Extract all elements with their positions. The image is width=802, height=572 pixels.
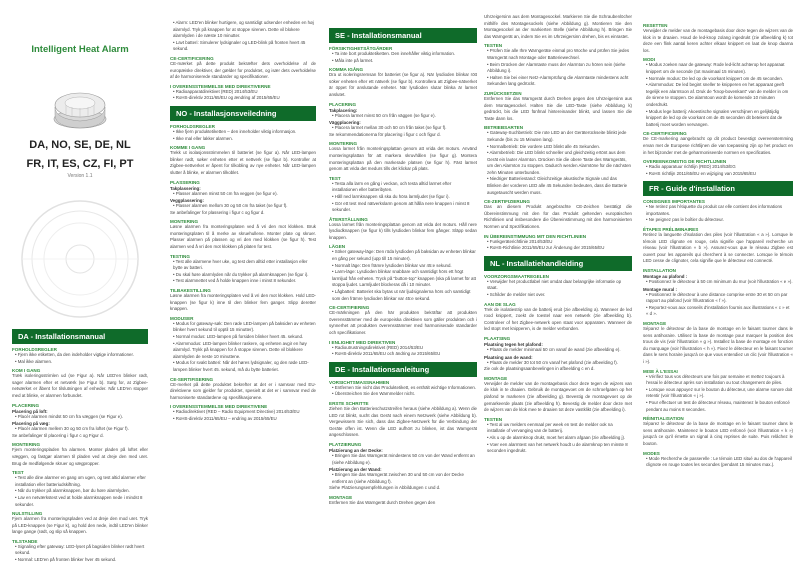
da-text: • Placér alarmen mindst 50 cm fra væggen (se Figur e). [15, 413, 123, 419]
fr-text: • Reportez-vous aux conseils d'installation fournis aux illustrations « c » et « d ». [646, 304, 790, 317]
fr-text: Retirez la languette d'isolation des piles (voir l'illustration « a »). Lorsque le témoin LED clignote en rouge, cela signifie que l'appareil recherche un réseau (voir l'illustration « b »). Assurez-vous que le réseau Zigbee est ouvert pour les appareils qui cherchent à se connecter. Lorsque le témoin LED cesse de clignoter, cela signifie que le détecteur est connecté. [643, 232, 793, 264]
da-text: • Placér alarmen mellem 30 og 50 cm fra loftet (se Figur f). [15, 426, 129, 432]
da-heading-ce: CE-CERTIFICERING [170, 55, 214, 61]
column-4 [484, 14, 632, 455]
se-text: CE-märkningen på den här produkten bekräftar att produkten överensstämmer med de europeiska direktiven som gäller produkten och i synnerhet att produkten överensstämmer med harmoniserade standarder och specifikationer. [329, 310, 477, 335]
no-text: Se anbefalinger for plassering i figur c og figur d. [170, 209, 265, 215]
fr-text: • Pour effectuer un test de détecteur réseau, maintenez le bouton enfoncé pendant au moins 8 secondes. [646, 399, 790, 412]
se-text: • Lågbatteri: Batteriet ska bytas ut när ljudsignalerna hörs och samtidigt som den främre lysdioden blinkar var 45:e sekund. [332, 289, 471, 301]
no-text: • Plasser alarmen minst 50 cm fra veggen (se figur e). [173, 190, 278, 196]
de-heading: ERSTE SCHRITTE [329, 400, 369, 406]
se-text: • Radioutrustningsdirektivet (RED) 2014/53/EU [332, 344, 424, 350]
da-heading-precautions: FORHOLDSREGLER [12, 347, 57, 352]
version-label: Version 1.1 [67, 173, 93, 179]
se-subheading: Takplacering: [329, 107, 358, 113]
no-heading: TILBAKESTILLING [170, 288, 211, 294]
se-heading: PLACERING [329, 101, 357, 107]
no-text: Trekk ut isolasjonsstrimmelen til batteriet (se figur a). Når LED-lampen blinker rødt, søker enheten etter et nettverk (se figur b). Kontroller at Zigbee-nettverket er åpent for tilkobling av nye enheter. Når LED-lampen slutter å blinke, er alarmen tilkoblet. [170, 150, 316, 175]
da-text: • Test alle dine alarmer en gang om ugen, og test altid alarmer efter installation eller batteriudskiftning. [15, 475, 146, 487]
de-subheading: Platzierung an der Wand: [329, 467, 382, 473]
languages-line-2: FR, IT, ES, CZ, FI, PT [26, 158, 134, 170]
nl-heading: VOORZORGSMAATREGELEN [484, 273, 549, 279]
nl-text: • Voer een alarmtest van het netwerk houdt u de alarmknop ten minste 8 seconden ingedrukt. [487, 441, 628, 454]
de-text: • Halten Sie bei einer Netz-Alarmprüfung die Alarmtaste mindestens acht Sekunden lang gedrückt. [487, 74, 629, 87]
no-text: • Radiodirektivet (RED – Radio Equipment Directive) 2014/53/EU [173, 409, 300, 415]
no-heading: FORHOLDSREGLER [170, 123, 215, 129]
nl-text: • Verwijder het productlabel niet omdat daar belangrijke informatie op staat. [487, 278, 622, 291]
se-heading: LÄGEN [329, 244, 346, 250]
fr-heading: RÉINITIALISATION [643, 416, 684, 422]
fr-text: • Positionnez le détecteur à 50 cm minimum du mur (voir l'illustration « e »). [646, 279, 793, 285]
de-heading: ZURÜCKSETZEN [484, 90, 522, 96]
no-subheading: Takplassering: [170, 185, 201, 191]
de-text: • Überstreichen Sie den Warnmelder nicht. [332, 391, 415, 397]
no-text: • RoHS-direktiv 2011/65/EU – endring av 2015/65/EU [173, 415, 277, 421]
de-text: Uhrzeigersinn aus dem Montagesockel. Markieren Sie die Schraubenlöcher mithilfe des Montagesockels (siehe Abbildung g). Montieren Sie den Montagesockel an der markierten Stelle (siehe Abbildung h). Bringen Sie das Warngerät an, indem Sie es im Uhrzeigersinn drehen, bis es einrastet. [484, 14, 632, 39]
de-text: • Bringen Sie das Warngerät zwischen 30 und 50 cm von der Decke entfernt an (siehe Abbildung f). [332, 472, 464, 484]
de-text: • Niedriger Batteriestand: Gleichzeitige akustische Signale und das Blinken der vorderen LED alle 45 Sekunden bedeuten, dass die Batterie ausgetauscht werden muss. [487, 176, 628, 195]
no-heading: I OVERENSSTEMMELSE MED DIREKTIVENE [170, 404, 268, 410]
alarm-wireframe-icon [12, 193, 148, 325]
se-text: Dra ut isoleringsremsan för batteriet (se figur a). När lysdioden blinkar rött söker enheten efter ett nätverk (se figur b). Kontrollera att Zigbee-nätverket är öppet för anslutande enheter. När lysdioden slutar blinka är larmet anslutet. [329, 72, 477, 97]
da-heading-placement: PLACERING [12, 402, 40, 408]
da-text: • Lav en netværkstest ved at holde alarmknappen nede i mindst 8 sekunder. [15, 494, 143, 507]
de-text: Siehe Platzierungsempfehlungen in Abbildungen c und d. [329, 485, 441, 491]
da-text: Se anbefalinger til placering i figur c og Figur d. [12, 432, 104, 438]
nl-text: Zie ook de plaatsingsaanbevelingen in afbeelding c en d. [484, 366, 595, 372]
fr-heading: CONSIGNES IMPORTANTES [643, 199, 705, 205]
no-section-banner: NO - Installasjonsveiledning [170, 106, 316, 121]
languages-line-1: DA, NO, SE, DE, NL [29, 139, 131, 151]
da-text: CE-mærket på dette produkt bekræfter dets overholdelse af de europæiske direktiver, der gælder for produktet, og især dets overholdelse af de harmoniserede standarder og specifikationer. [170, 60, 316, 80]
de-text: Entfernen Sie das Warngerät durch Drehen gegen den Uhrzeigersinn aus dem Montagesockel. Halten Sie die LED-Taste (siehe Abbildung k) gedrückt, bis die LED fünfmal hintereinander blinkt, und lassen Sie die Taste dann los. [484, 95, 632, 121]
se-section-banner: SE - Installationsmanual [329, 28, 477, 43]
no-heading: PLASSERING [170, 179, 200, 185]
da-subheading: Placering på væg: [12, 421, 50, 427]
nl-text: • Plaats de melder 30 tot 50 cm vanaf het plafond (zie afbeelding f). [487, 359, 618, 365]
se-text: Lossa larmet från monteringsplattan genom att vrida det moturs. Använd monteringsplattan för att markera skruvhålen (se figur g). Montera monteringsplattan på den markerade platsen (se figur h). Fäst larmet genom att vrida det medurs tills det klickar på plats. [329, 146, 477, 172]
no-text: Løsne alarmen fra monteringsplaten ved å vri den mot klokken. Bruk monteringsplaten til å merke av skruehullene. Monter plate og skruer. Plasser alarmen på plassen og vri den med klokken (se figur h). Test alarmen ved å vri den mot klokken på platen for test. [170, 224, 316, 250]
fr-section-banner: FR - Guide d'installation [643, 181, 793, 196]
nl-heading: OVEREENKOMSTIG DE RICHTLIJNEN [643, 159, 727, 165]
da-text: • Fjern ikke etiketten, da den indeholder vigtige informationer. [15, 352, 134, 357]
de-text: • Bringen Sie das Warngerät mindestens 50 cm von der Wand entfernt an (siehe Abbildung e). [332, 452, 475, 465]
fr-text: • Positionnez le détecteur à une distance comprise entre 30 et 50 cm par rapport au plafond (voir l'illustration « f »). [646, 291, 788, 304]
da-text: • Når du trykker på alarmknappen, bør du høre alarmlyden. [15, 488, 130, 494]
se-heading: ÅTERSTÄLLNING [329, 216, 368, 222]
fr-heading: MODES [643, 450, 660, 456]
nl-text: • RoHS richtlijn 2011/65/EU en wijziging van 2015/65/EU [646, 170, 757, 176]
fr-text: • Mode Recherche de passerelle : Le témoin LED situé au dos de l'appareil clignote en rouge toutes les secondes (pendant 15 minutes max.). [646, 455, 792, 468]
da-heading-test: TEST [12, 470, 24, 476]
de-text: Ziehen Sie den Batterieschutzstreifen heraus (siehe Abbildung a). Wenn die LED rot blinkt, sucht das Gerät nach einem Netzwerk (siehe Abbildung b). Vergewissern Sie sich, dass das Zigbee-Netzwerk für die Verbindung der Geräte offen ist. Wenn die LED aufhört zu blinken, ist das Warngerät angeschlossen. [329, 405, 477, 438]
da-text: Fjern alarmen fra monteringspladen ved at dreje den mod uret. Tryk på LED-knappen (se Figur k), og hold den nede, indtil LED'en blinker lange gange (rødt, og slip så knappen. [12, 516, 148, 535]
de-heading: CE-ZERTIFIZIERUNG [484, 199, 530, 205]
da-text: • RoHS-direktiv 2011/65/EU og ændring af 2015/65/EU [173, 95, 280, 101]
da-heading-reset: NULSTILLING [12, 511, 43, 517]
de-heading: MONTAGE [329, 494, 353, 500]
nl-text: • Modus lege batterij: Akoestische signalen verschijnen en gelijktijdig knippert de led op de voorkant om de 45 seconden dit betekent dat de batterij moet worden vervangen. [646, 108, 783, 127]
se-subheading: Väggplacering: [329, 120, 361, 126]
da-heading-directives: I OVERENSSTEMMELSE MED DIREKTIVERNE [170, 83, 271, 89]
no-heading: MODUSER [170, 315, 194, 321]
da-heading-modes: TILSTANDE [12, 538, 38, 544]
nl-text: • Modus zoeken naar de gateway: Rode led-licht achterop het apparaat knippert om de seconde (tot maximaal 15 minuten). [646, 62, 785, 74]
heat-alarm-device-icon [52, 85, 108, 131]
se-text: • Håll ned larmknappen så ska du höra larmljudet (se figur i). [332, 193, 450, 199]
no-text: • Normal modus: LED-lampen på forsiden blinker hvert 45. sekund. [173, 334, 304, 339]
nl-text: De CE-markering aangebracht op dit product bevestigt overeenstemming ervan met de Europese richtlijnen die van toepassing zijn op het product en in het bijzonder met de geharmoniseerde normen en specificaties. [643, 136, 793, 155]
fr-heading: INSTALLATION [643, 268, 677, 274]
nl-heading: RESETTEN [643, 23, 668, 28]
column-3 [329, 24, 477, 507]
no-heading: MONTERING [170, 219, 199, 225]
no-text: • Test alarmnettet ved å holde knappen inne i minst 8 sekunder. [173, 278, 297, 284]
se-text: • Måla inte på larmet. [332, 57, 374, 63]
da-section-banner: DA - Installationsmanual [12, 329, 148, 344]
nl-heading: PLAATSING [484, 335, 511, 341]
se-text: • Larm-läge: Lysdioden blinkar snabbare och samtidigt hörs ett högt larmljud från enheten. Tryck på "button-top" knappen (ska på larmet för att stoppa ljudet. Larmljudet blockeras då i 10 minuter. [332, 269, 476, 288]
se-text: • Söker gateway-läge: Den röda lysdioden på baksidan av enheten blinkar en gång per sekund (upp till 15 minuter). [332, 249, 476, 262]
no-text: • Modus for gateway-søk: Den røde LED-lampen på baksiden av enheten blinker hvert sekund til opptil 15 minutter). [173, 320, 316, 333]
se-heading: I ENLIGHET MED DIREKTIVEN [329, 339, 396, 345]
se-text: • Gör ett test med nätverkslarm genom att hålla nere knappen i minst 8 sekunder. [332, 200, 470, 213]
fr-subheading: Montage au plafond : [643, 274, 688, 280]
nl-text: • Radio apparatuur richtlijn (RED) 2014/53/EG [646, 164, 736, 170]
no-text: • Modus for svakt batteri: Når det høres lydsignaler, og den røde LED-lampen blinker hvert 45. sekund, må du bytte batteriet. [173, 360, 309, 372]
se-text: Lossa larmet från monteringsplattan genom att vrida det moturs. Håll nere lysdiodknappen (se figur k) tills lysdioden blinkar fem gånger. Släpp sedan knappen. [329, 221, 477, 240]
de-heading: VORSICHTSMASSNAHMEN [329, 379, 390, 385]
nl-section-banner: NL - Installatiehandleiding [484, 256, 632, 271]
nl-text: • Als u op de alarmknop drukt, moet het alarm afgaan (zie afbeelding j). [487, 434, 626, 440]
nl-heading: AAN DE SLAG [484, 301, 516, 307]
de-text: • Entfernen Sie nicht das Produktetikett, es enthält wichtige Informationen. [332, 384, 477, 390]
se-heading: TEST [329, 175, 341, 181]
da-text: • Lavt batteri: Simulerer lydsignaler og LED-blink på fronten hvert 45 sekund. [173, 39, 306, 52]
fr-text: • Lorsque vous appuyez sur le bouton du détecteur, une alarme sonore doit retentir (voir l'illustration « j »). [646, 386, 793, 399]
nl-text: Verwijder de melder van de montagebasis door deze tegen de wijzers van de klok in te draaien. Gebruik de montagevoet om de schroefgaten op het plafond te markeren (zie afbeelding g). Bevestig de montagevoet op de gemarkeerde plaats (zie afbeelding h). Bevestig de melder door deze met de wijzers van de klok mee te draaien tot deze vastklikt (zie afbeelding i). [484, 380, 632, 413]
fr-text: Séparez le détecteur de la base de montage en le faisant tourner dans le sens antihoraire. Maintenez le bouton LED enfoncé (voir l'illustration « k ») jusqu'à ce qu'il émette un signal à cinq reprises de suite. Puis relâchez le bouton. [643, 421, 793, 446]
no-heading: TESTING [170, 253, 190, 259]
se-heading: KOMMA IGÅNG [329, 67, 364, 73]
da-text: Fjern monteringspladen fra alarmen. Monter pladen på loftet eller væggen, og fastgør alarmen til pladen ved at dreje den med uret. Brug de medfølgende skruer og vægpropper. [12, 447, 148, 466]
se-text: • Ta inte bort produktetiketten. Den innehåller viktig information. [332, 51, 455, 56]
de-text: • RoHS-Richtlinie 2011/65/EU zur Änderung der 2015/65/EU [487, 245, 605, 251]
nl-heading: TESTEN [484, 416, 503, 422]
fr-subheading: Montage mural : [643, 286, 677, 292]
no-text: CE-merket på dette produktet bekrefter at det er i samsvar med EU-direktivene som gjelder for produktet, spesielt at det er i samsvar med de harmoniserte standardene og spesifikasjonene. [170, 381, 316, 400]
da-text: • Normal: LED'en på fronten blinker hver 45 sekund. [15, 557, 117, 563]
da-text: • Alarm: LED'en blinker hurtigere, og samtidigt udsender enheden en høj alarmlyd. Tryk på knappen for at stoppe sirenen. Dette vil blokere alarmlyden i de næste 10 minutter. [173, 20, 314, 39]
nl-subheading: Plaatsing tegen het plafond: [484, 341, 543, 347]
no-text: • Plasser alarmen mellom 30 og 50 cm fra taket (se figur f). [173, 203, 288, 209]
nl-subheading: Plaatsing aan de wand: [484, 354, 533, 360]
de-subheading: Platzierung an der Decke: [329, 447, 383, 453]
de-heading: TESTEN [484, 43, 503, 49]
se-heading: CE-CERTIFIERING [329, 305, 370, 311]
da-text: • Mal ikke alarmen. [15, 358, 53, 364]
de-text: • Funkgeräterichtlinie 2014/53/EU [487, 238, 553, 244]
nl-text: • Normale modus: De led op de voorkant knippert om de 45 seconden. [646, 75, 783, 81]
no-heading: CE-SERTIFISERING [170, 376, 214, 382]
no-heading: KOMME I GANG [170, 145, 206, 151]
no-text: • Alarmmodus: LED-lampen blinker raskere, og enheten avgir en høy alarmlyd. Trykk på knappen for å stoppe sirenen. Dette vil blokkere alarmlyden de neste 10 minuttene. [173, 340, 307, 359]
no-text: • Test alle alarmene hver uke, og test dem alltid etter installasjon eller bytte av batteri. [173, 258, 308, 271]
de-text: • Gateway-Suchbetrieb: Die rote LED an der Geräterückseite blinkt jede Sekunde (bis zu 15 Minuten lang). [487, 130, 627, 142]
nl-heading: MODI [643, 57, 655, 63]
fr-text: • Ne retirez pas l'étiquette du produit car elle contient des informations importantes. [646, 204, 783, 216]
nl-heading: CE-CERTIFICERING [643, 131, 687, 137]
column-5 [643, 20, 793, 469]
de-heading: IN ÜBEREINSTIMMUNG MIT DEN RICHTLINIEN [484, 233, 587, 239]
fr-text: • Ne peignez pas le boîtier du détecteur. [646, 217, 724, 223]
se-text: Se rekommendationerna för placering i figur c och figur d. [329, 131, 441, 137]
da-subheading: Placering på loft: [12, 408, 48, 414]
de-text: • Normalbetrieb: Die vordere LED blinkt alle 45 Sekunden. [487, 143, 601, 149]
no-text: • Du skal høre alarmlyden når du trykker på alarmknappen (se figur i). [173, 271, 309, 277]
fr-heading: ÉTAPES PRÉLIMINAIRES [643, 227, 699, 233]
de-text: • Alarmbetrieb: Die LED blinkt schneller und gleichzeitig ertönt aus dem Gerät ein lauter Alarmton. Drücken Sie die obere Taste des Warngeräts, um den Alarmton zu stoppen. Dadurch werden Alarmtöne für die nächsten zehn Minuten unterbunden. [487, 150, 631, 175]
de-section-banner: DE - Installationsanleitung [329, 362, 477, 377]
fr-text: • Vérifiez tous vos détecteurs une fois par semaine et mettez toujours à l'essai le détecteur après son installation ou tout changement de piles. [646, 373, 785, 386]
nl-text: Trek de isolatiestrip van de batterij eruit (zie afbeelding a). Wanneer de led rood knippert, zoekt de toestel naar een netwerk (zie afbeelding b). Controleer of het Zigbee-netwerk open staat voor apparaten. Wanneer de led stopt met knipperen, is de melder verbonden. [484, 306, 632, 332]
da-text: Træk isoleringsstrimlen ud (se Figur a). Når LED'en blinker rødt, sager alarmen efter et netværk (se Figur b). Sørg for, at Zigbee-netværket er åbent for tilslutningen af enheder. Når LED'en stopper med at blinke, er alarmen forbundet. [12, 373, 148, 398]
no-text: • Ikke mal eller lakker alarmen. [173, 135, 233, 141]
se-text: • RoHS-direktiv 2011/65/EU och ändring av 2015/65/EU [332, 351, 441, 357]
de-text: Das an diesem Produkt angebrachte CE-Zeichen bestätigt die Übereinstimmung mit den für das Produkt geltenden europäischen Richtlinien und insbesondere die Übereinstimmung mit den harmonisierten Normen und Spezifikationen. [484, 204, 632, 230]
no-text: Løsne alarmen fra monteringsplaten ved å vri den mot klokken. Hold LED-knappen (se figur k) inne til den blinker fem ganger. Slipp deretter knappen. [170, 293, 316, 312]
se-heading: MONTERING [329, 141, 358, 147]
no-text: • Ikke fjern produktetiketten – den inneholder viktig informasjon. [173, 128, 297, 134]
fr-heading: MONTAGE [643, 321, 667, 326]
nl-text: • Plaats de melder minimaal 50 cm vanaf de wand (zie afbeelding e). [487, 346, 621, 352]
se-heading: FÖRSIKTIGHETSÅTGÄRDER [329, 46, 393, 51]
de-heading: BETRIEBSARTEN [484, 125, 524, 131]
de-text: • Beim Drücken der Alarmtaste muss der Alarmton zu hören sein (siehe Abbildung i). [487, 61, 626, 74]
fr-text: Séparez le détecteur de la base de montage en le faisant tourner dans le sens antihoraire. Utilisez la base de montage pour marquer la position des trous de vis (voir l'illustration « g »). Installez la base de montage en fonction du marquage (voir l'illustration « h »). Fixez le détecteur en le faisant tourner dans le sens horaire jusqu'à ce que vous entendiez un clic (voir l'illustration « i »). [643, 326, 793, 364]
de-text: Entfernen Sie das Warngerät durch Drehen gegen den [329, 499, 436, 505]
nl-text: • Test al uw melders eenmaal per week en test de melder ook na installatie of vervanging van de batterij. [487, 421, 613, 434]
nl-text: • Alarmmodus: De led begint sneller te knipperen en het apparaat geeft tegelijk een alarmtoon af. Druk de "knop-bovenkant" van de melder in om de sirene te stoppen. De alarmtoon wordt de komende 10 minuten onderdrukt. [646, 82, 789, 107]
nl-heading: MONTAGE [484, 375, 508, 381]
nl-text: Verwijder de melder van de montagebasis door deze tegen de wijzers van de klok in te draaien. Houd de led-knop zolang ingedrukt (zie afbeelding k) tot deze een flink aantal keren achter elkaar knippert en laat de knop daarna los. [643, 28, 793, 53]
se-text: • Placera larmet mellan 30 och 50 cm från taket (se figur f). [332, 125, 447, 131]
de-heading: PLATZIERUNG [329, 441, 362, 447]
da-text: • Signaling efter gateway: LED-lyset på bagsiden blinker rødt hvert sekund. [15, 543, 145, 556]
da-heading-getting-started: KOM I GANG [12, 368, 41, 374]
fr-heading: MISE À L'ESSAI [643, 368, 678, 374]
no-subheading: Veggplassering: [170, 198, 204, 204]
se-text: • Placera larmet minst 50 cm från väggen (se figur e). [332, 112, 436, 118]
se-text: • Normalt läge: Den främre lysdioden blinkar var 45:e sekund. [332, 262, 452, 268]
column-2 [170, 20, 316, 423]
se-text: • Testa alla larm en gång i veckan, och testa alltid larmet efter installationen eller batteribyten. [332, 180, 452, 193]
product-title: Intelligent Heat Alarm [31, 44, 129, 55]
column-1 [12, 0, 148, 564]
da-text: • Radioapparatdirektivet (RED) 2014/53/EU [173, 88, 258, 94]
de-text: • Prüfen Sie alle Ihre Warngeräte einmal pro Woche und prüfen Sie jedes Warngerät nach Montage oder Batteriewechsel. [487, 48, 630, 60]
nl-text: • Schilder de melder niet over. [487, 292, 546, 297]
da-heading-mounting: MONTERING [12, 442, 41, 448]
